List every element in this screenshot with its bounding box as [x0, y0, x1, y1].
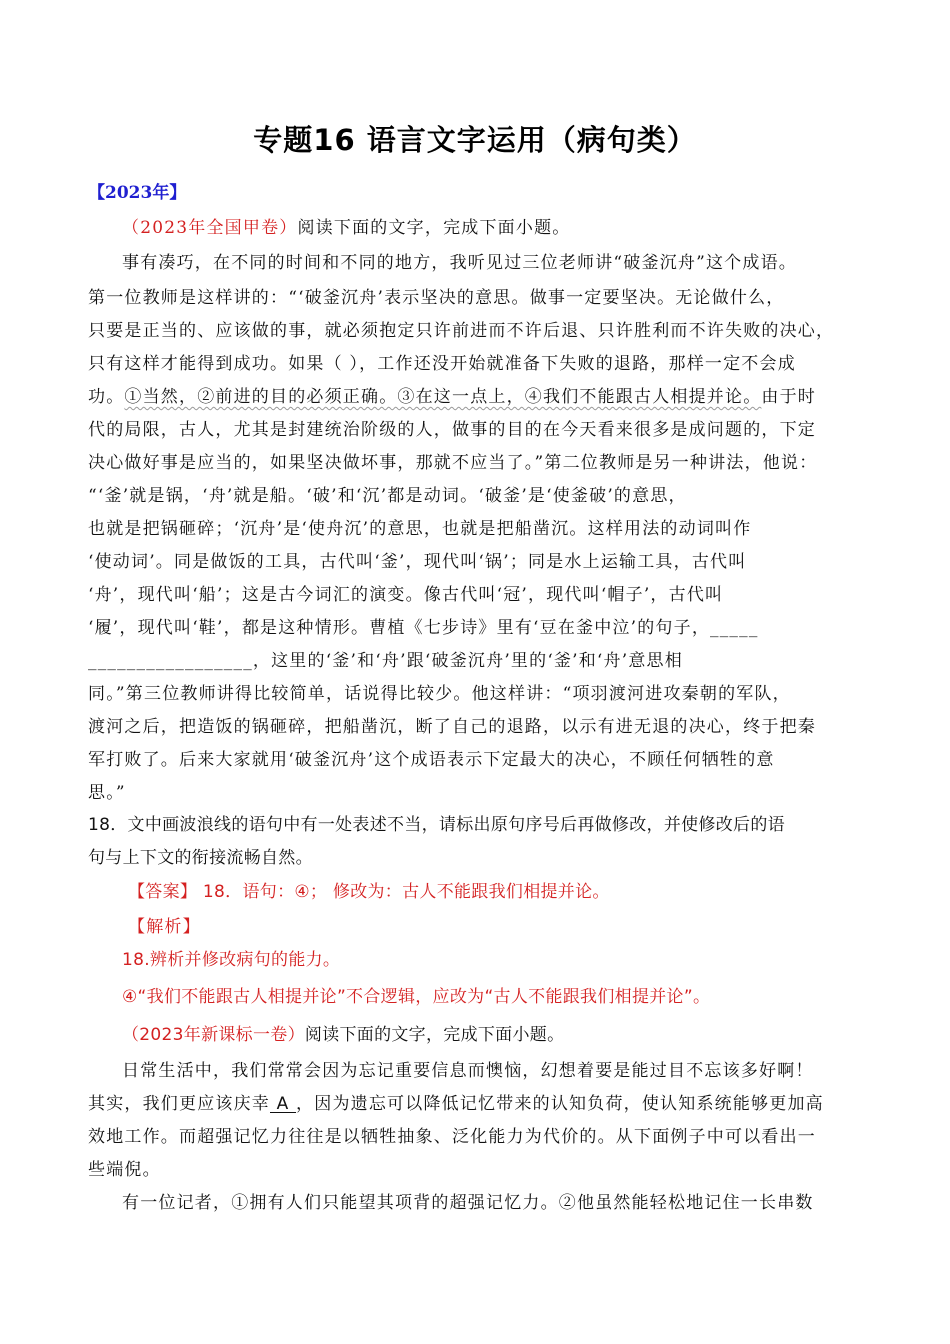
passage-line: 同。”第三位教师讲得比较简单，话说得比较少。他这样讲：“项羽渡河进攻秦朝的军队， [88, 684, 791, 704]
answer-number: 18． [202, 882, 243, 902]
passage-line: 些端倪。 [88, 1160, 161, 1180]
question-source: （2023年全国甲卷） [122, 218, 298, 238]
question-set-2-header [122, 1020, 902, 1045]
passage-line: 渡河之后，把造饭的锅砸碎，把船凿沉，断了自己的退路，以示有进无退的决心，终于把秦 [88, 717, 816, 737]
passage-line: “‘釜’就是锅，‘舟’就是船。‘破’和‘沉’都是动词。‘破釜’是‘使釜破’的意思， [88, 486, 687, 506]
analysis-line-1: 18.辨析并修改病句的能力。 [122, 950, 341, 970]
passage-text: ，因为遗忘可以降低记忆带来的认知负荷，使认知系统能够更加高 [296, 1094, 824, 1114]
passage-line: 日常生活中，我们常常会因为忘记重要信息而懊恼，幻想着要是能过目不忘该多好啊！ [122, 1061, 814, 1081]
question-instruction: 阅读下面的文字，完成下面小题。 [304, 1025, 565, 1045]
passage-text: 其实，我们更应该庆幸 [88, 1094, 270, 1114]
passage-line: 思。” [88, 783, 126, 803]
passage-line: 事有凑巧，在不同的时间和不同的地方，我听见过三位老师讲“破釜沉舟”这个成语。 [122, 253, 797, 273]
passage-line: 只要是正当的、应该做的事，就必须抱定只许前进而不许后退、只许胜利而不许失败的决心， [88, 321, 835, 341]
passage-line: ‘舟’，现代叫‘船’；这是古今词汇的演变。像古代叫‘冠’，现代叫‘帽子’，古代叫 [88, 585, 724, 605]
passage-line: 也就是把锅砸碎；‘沉舟’是‘使舟沉’的意思，也就是把船凿沉。这样用法的动词叫作 [88, 519, 752, 539]
passage-text: 由于时 [761, 387, 817, 407]
year-section-heading: 【2023年】 [88, 183, 187, 203]
answer-text: 语句：④； 修改为：古人不能跟我们相提并论。 [242, 882, 610, 902]
answer-line [128, 877, 908, 902]
question-source: （2023年新课标一卷） [122, 1025, 305, 1045]
page-title: 专题16 语言文字运用（病句类） [253, 123, 697, 157]
question-18-line-1: 18．文中画波浪线的语句中有一处表述不当，请标出原句序号后再做修改，并使修改后的语 [88, 815, 785, 835]
passage-line: 代的局限，古人，尤其是封建统治阶级的人，做事的目的在今天看来很多是成问题的，下定 [88, 420, 816, 440]
question-set-1-header [122, 213, 902, 238]
passage-line: 军打败了。后来大家就用‘破釜沉舟’这个成语表示下定最大的决心，不顾任何牺牲的意 [88, 750, 775, 770]
passage-line-with-blank [88, 1089, 868, 1114]
passage-line: 效地工作。而超强记忆力往往是以牺牲抽象、泛化能力为代价的。从下面例子中可以看出一 [88, 1127, 816, 1147]
blank-a: A [270, 1094, 297, 1114]
wavy-underlined-sentence: ①当然，②前进的目的必须正确。③在这一点上，④我们不能跟古人相提并论。 [124, 387, 762, 407]
analysis-label: 【解析】 [128, 917, 201, 937]
passage-line: 只有这样才能得到成功。如果（ ），工作还没开始就准备下失败的退路，那样一定不会成 [88, 354, 796, 374]
passage-line: ‘使动词’。同是做饭的工具，古代叫‘釜’，现代叫‘锅’；同是水上运输工具，古代叫 [88, 552, 747, 572]
passage-text: 功。 [88, 387, 125, 407]
question-instruction: 阅读下面的文字，完成下面小题。 [297, 218, 571, 238]
passage-line: 决心做好事是应当的，如果坚决做坏事，那就不应当了。”第二位教师是另一种讲法，他说： [88, 453, 818, 473]
passage-line: 有一位记者，①拥有人们只能望其项背的超强记忆力。②他虽然能轻松地记住一长串数 [122, 1193, 814, 1213]
passage-line-wavy [88, 382, 868, 407]
question-18-line-2: 句与上下文的衔接流畅自然。 [88, 848, 313, 868]
passage-line: 第一位教师是这样讲的：“‘破釜沉舟’表示坚决的意思。做事一定要坚决。无论做什么， [88, 288, 785, 308]
passage-line: _________________，这里的‘釜’和‘舟’跟‘破釜沉舟’里的‘釜’和‘舟’意思相 [88, 651, 683, 671]
answer-label: 【答案】 [128, 882, 198, 902]
passage-line: ‘履’，现代叫‘鞋’，都是这种情形。曹植《七步诗》里有‘豆在釜中泣’的句子，_____ [88, 618, 759, 638]
analysis-line-2: ④“我们不能跟古人相提并论”不合逻辑，应改为“古人不能跟我们相提并论”。 [122, 987, 711, 1007]
